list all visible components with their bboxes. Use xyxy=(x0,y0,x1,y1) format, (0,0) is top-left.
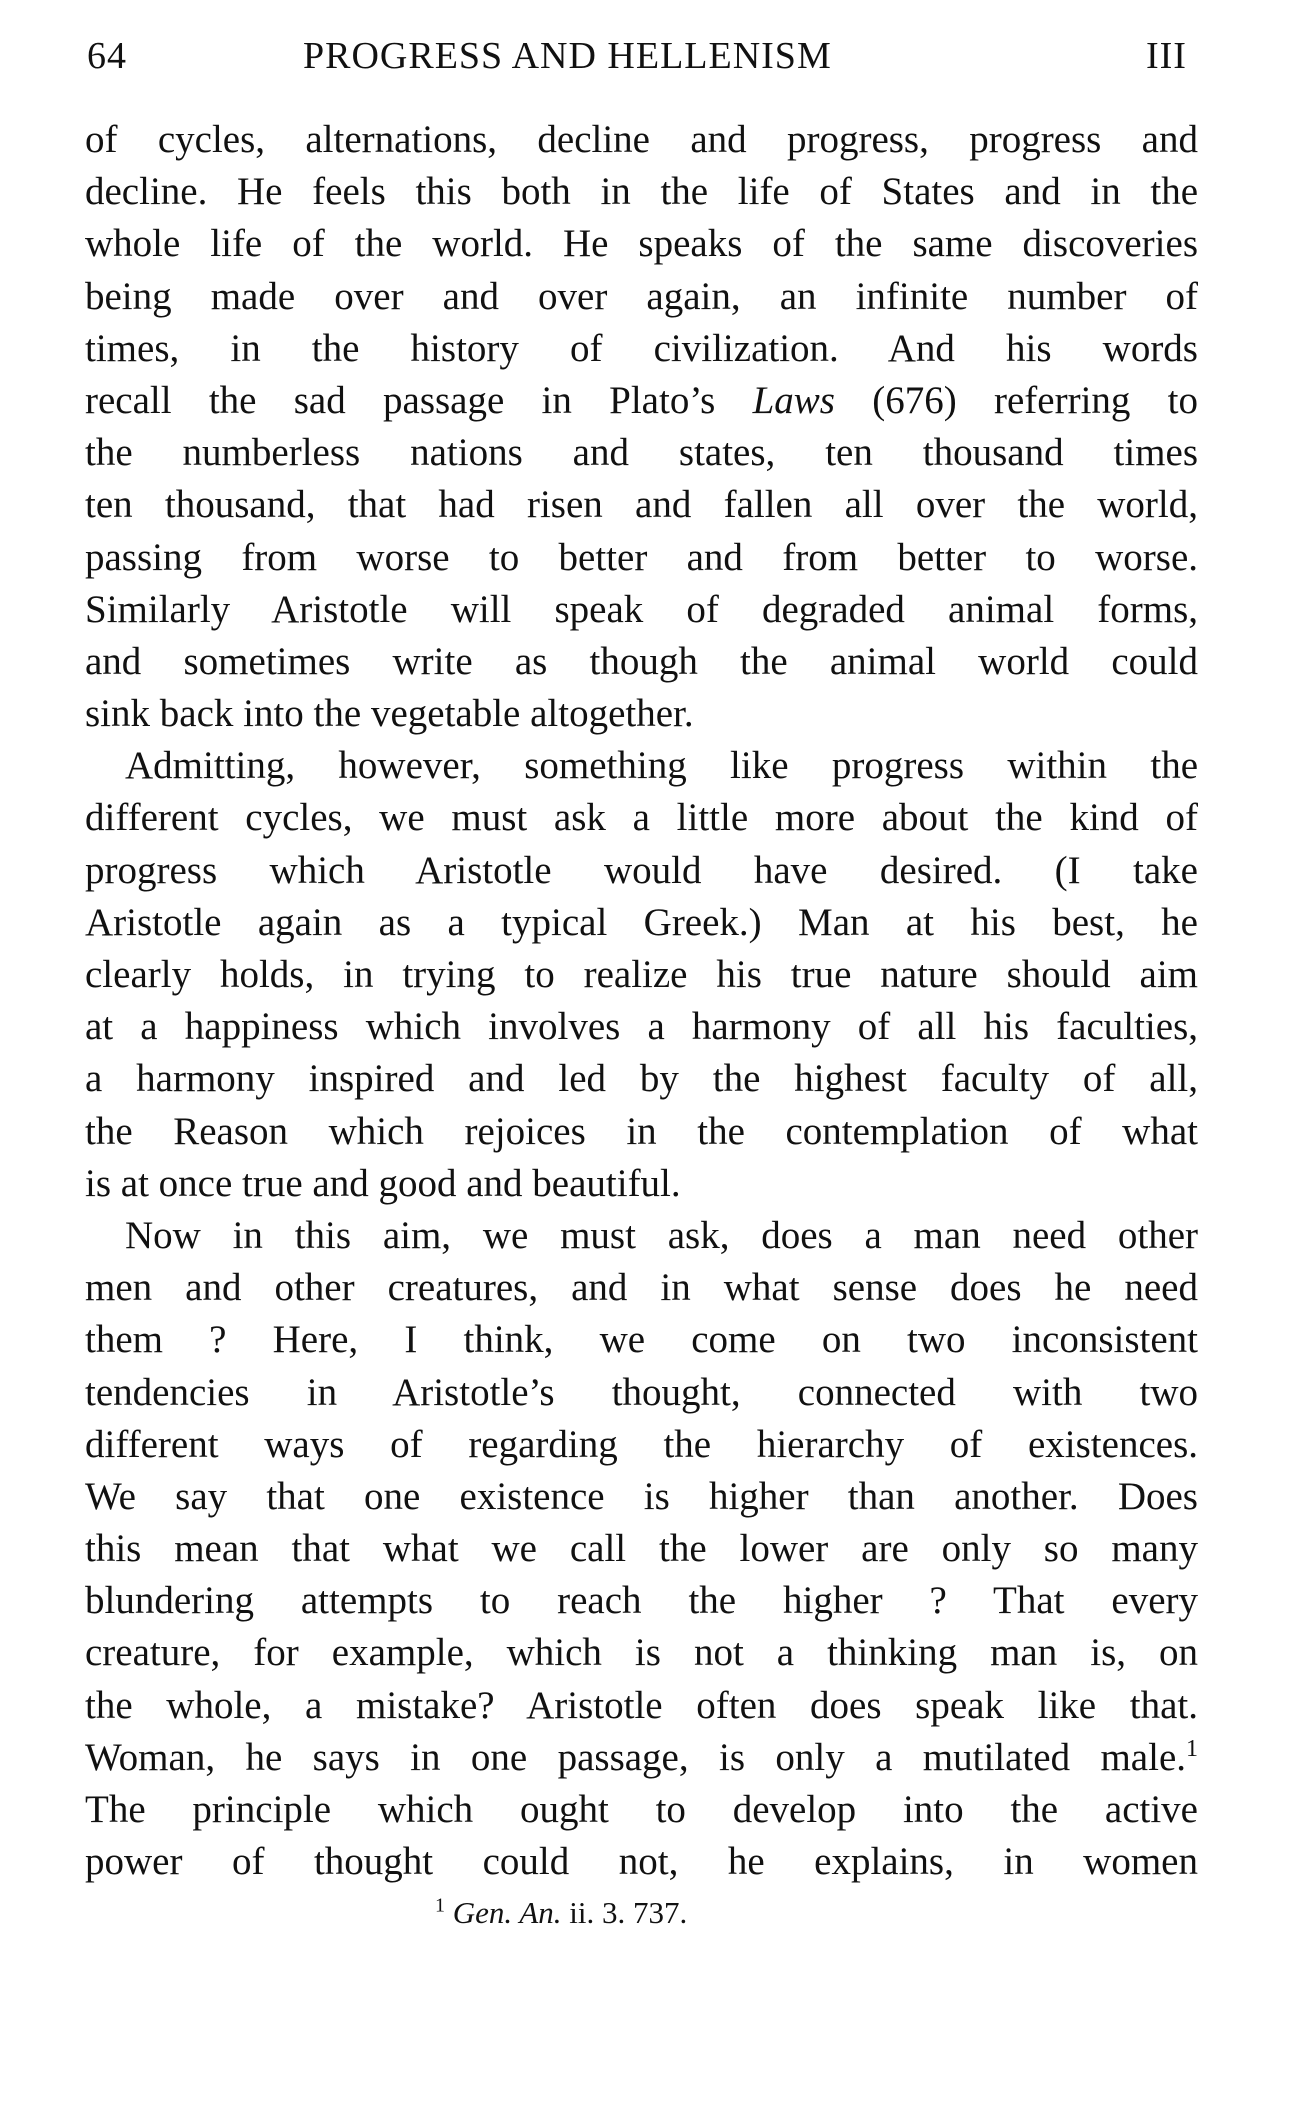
text-line-content: different ways of regarding the hierarchy of existences. xyxy=(85,1422,1198,1466)
text-line-content xyxy=(85,1732,1198,1784)
footnote-ref: Gen. An. xyxy=(452,1895,562,1930)
text-line xyxy=(85,1106,1198,1158)
text-line-content: The principle which ought to develop into the active xyxy=(85,1788,1198,1831)
footnote-marker: 1 xyxy=(1186,1735,1198,1762)
text-line xyxy=(85,1471,1198,1523)
page-number: 64 xyxy=(87,35,127,77)
text-line xyxy=(85,1210,1198,1262)
text-line xyxy=(85,375,1198,427)
text-line-content: We say that one existence is higher than another. Does xyxy=(85,1474,1198,1518)
text-line-content: different cycles, we must ask a little more about the kind of xyxy=(85,796,1198,840)
text-line xyxy=(85,1158,1198,1210)
footnote xyxy=(435,1893,687,1933)
text-line-content: sink back into the vegetable altogether. xyxy=(85,692,694,736)
text-line-content: a harmony inspired and led by the highest faculty of all, xyxy=(85,1057,1198,1101)
text-line xyxy=(85,1262,1198,1314)
text-line-content: Now in this aim, we must ask, does a man need other xyxy=(125,1213,1198,1257)
text-line-content: times, in the history of civilization. And his words xyxy=(85,326,1198,370)
line-text: Woman, he says in one passage, is only a mutilated male. xyxy=(85,1735,1186,1779)
text-line xyxy=(85,427,1198,479)
text-line xyxy=(85,636,1198,688)
text-line-content: ten thousand, that had risen and fallen all over the world, xyxy=(85,483,1198,527)
text-line xyxy=(85,1314,1198,1366)
text-line xyxy=(85,271,1198,323)
text-line-content: the whole, a mistake? Aristotle often does speak like that. xyxy=(85,1683,1198,1727)
text-line-content: the numberless nations and states, ten thousand times xyxy=(85,431,1198,475)
text-line xyxy=(85,740,1198,792)
text-line xyxy=(85,323,1198,375)
text-line xyxy=(85,1836,1198,1888)
text-line-content: and sometimes write as though the animal world could xyxy=(85,639,1198,683)
footnote-marker: 1 xyxy=(435,1894,445,1917)
text-line xyxy=(85,845,1198,897)
text-line xyxy=(85,792,1198,844)
text-line-content: them ? Here, I think, we come on two inconsistent xyxy=(85,1318,1198,1362)
text-line-content: blundering attempts to reach the higher ? That every xyxy=(85,1579,1198,1623)
text-line xyxy=(85,1523,1198,1575)
text-line-content: clearly holds, in trying to realize his true nature should aim xyxy=(85,953,1198,996)
text-line xyxy=(85,1680,1198,1732)
text-line-content: is at once true and good and beautiful. xyxy=(85,1161,681,1205)
body-text xyxy=(85,114,1198,1888)
italic-title: Laws xyxy=(752,378,835,422)
text-line-content: decline. He feels this both in the life of States and in the xyxy=(85,170,1198,214)
text-line xyxy=(85,1732,1198,1784)
text-line xyxy=(85,1053,1198,1105)
text-line xyxy=(85,1575,1198,1627)
running-title: PROGRESS AND HELLENISM xyxy=(303,35,832,77)
text-line-content: at a happiness which involves a harmony of all his faculties, xyxy=(85,1005,1198,1049)
text-line xyxy=(85,1367,1198,1419)
text-line-content: Similarly Aristotle will speak of degraded animal forms, xyxy=(85,587,1198,631)
line-text: recall the sad passage in Plato’s xyxy=(85,378,753,422)
text-line xyxy=(85,949,1198,1001)
text-line xyxy=(85,688,1198,740)
text-line xyxy=(85,479,1198,531)
text-line xyxy=(85,1419,1198,1471)
text-line-content: men and other creatures, and in what sense does he need xyxy=(85,1266,1198,1310)
text-line xyxy=(85,218,1198,270)
text-line xyxy=(85,897,1198,949)
text-line-content: power of thought could not, he explains, in women xyxy=(85,1840,1198,1884)
text-line-content: tendencies in Aristotle’s thought, connected with two xyxy=(85,1370,1198,1414)
text-line-content xyxy=(85,375,1198,427)
footnote-text: ii. 3. 737. xyxy=(561,1895,688,1930)
chapter-number: III xyxy=(1146,35,1187,77)
text-line xyxy=(85,1627,1198,1679)
text-line-content: passing from worse to better and from better to worse. xyxy=(85,535,1198,579)
text-line-content: whole life of the world. He speaks of the same discoveries xyxy=(85,222,1198,266)
line-text: (676) referring to xyxy=(835,378,1199,422)
text-line-content: creature, for example, which is not a thinking man is, on xyxy=(85,1631,1198,1675)
text-line-content: being made over and over again, an infinite number of xyxy=(85,274,1198,318)
text-line-content: of cycles, alternations, decline and progress, progress and xyxy=(85,118,1198,161)
text-line-content: Admitting, however, something like progress within the xyxy=(125,744,1198,788)
text-line-content: Aristotle again as a typical Greek.) Man at his best, he xyxy=(85,900,1198,944)
text-line xyxy=(85,584,1198,636)
text-line xyxy=(85,114,1198,166)
text-line xyxy=(85,1001,1198,1053)
text-line xyxy=(85,1784,1198,1836)
text-line-content: progress which Aristotle would have desired. (I take xyxy=(85,848,1198,892)
text-line-content: this mean that what we call the lower are only so many xyxy=(85,1527,1198,1571)
text-line xyxy=(85,532,1198,584)
text-line xyxy=(85,166,1198,218)
text-line-content: the Reason which rejoices in the contemplation of what xyxy=(85,1109,1198,1153)
